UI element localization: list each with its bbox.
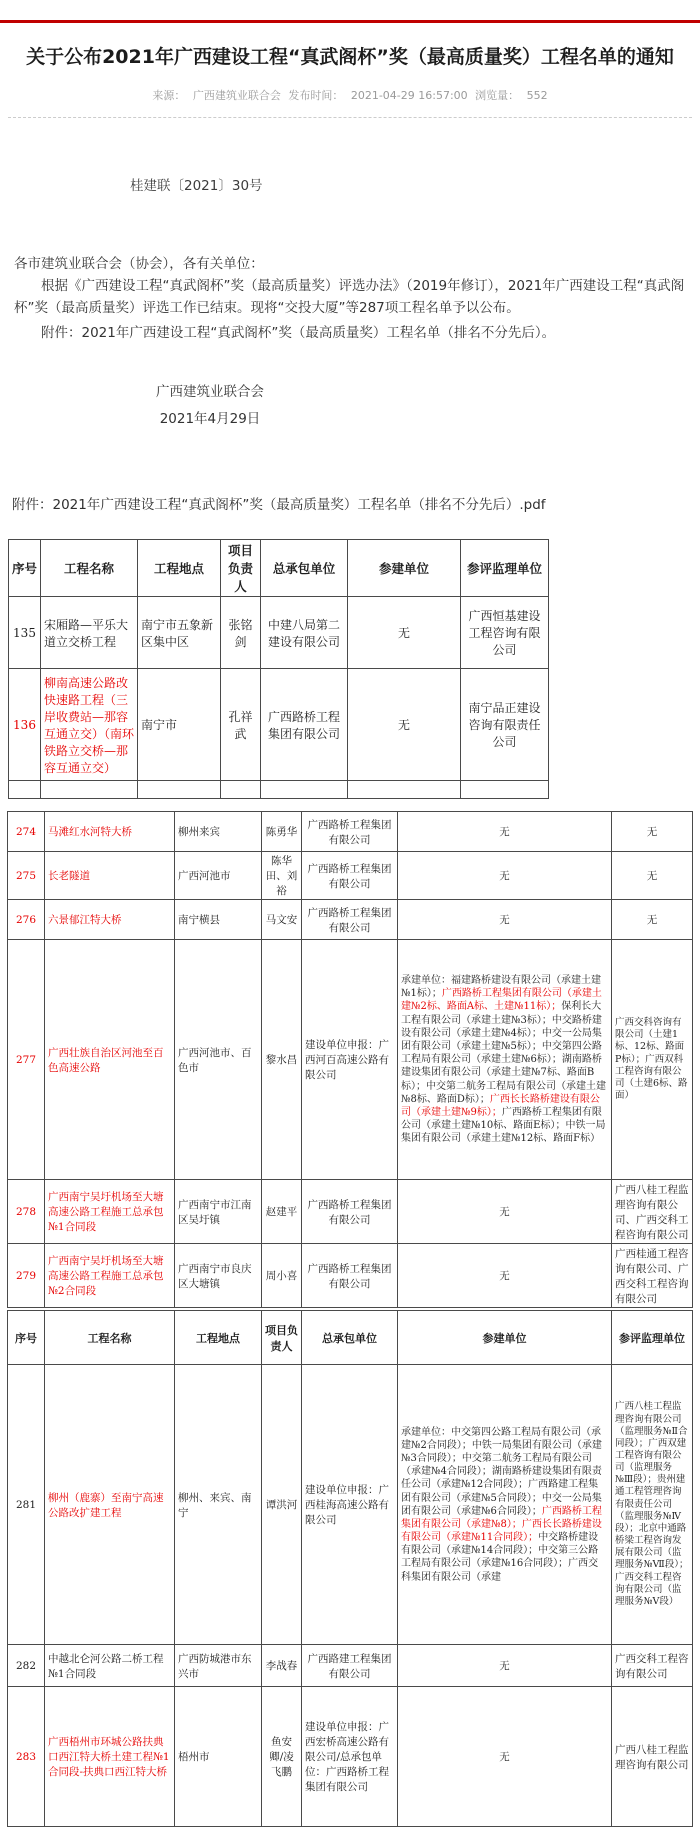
cell-leader: 赵建平 — [262, 1180, 302, 1244]
table-row — [9, 597, 549, 669]
cell-participants — [398, 1365, 612, 1645]
cell-leader: 孔祥武 — [221, 669, 261, 781]
cell-supervisor: 广西八桂工程监理咨询有限公司（监理服务№Ⅱ合同段）；广西双建工程咨询有限公司（监理服务№Ⅲ段）；贵州建通工程管理咨询有限责任公司（监理服务№Ⅳ段）；北京中通路桥梁工程咨询发展有限公司（监理服务№Ⅶ段）；广西交科工程咨询有限公司（监理服务№Ⅴ段） — [612, 1365, 693, 1645]
meta-divider — [8, 117, 692, 118]
cell-no: 278 — [8, 1180, 45, 1244]
col-name: 工程名称 — [41, 540, 138, 597]
col-leader: 项目负责人 — [262, 1311, 302, 1365]
views-label: 浏览量： — [475, 88, 520, 102]
cell-name: 长老隧道 — [45, 852, 175, 900]
award-table-1 — [8, 539, 549, 799]
cell-no: 281 — [8, 1365, 45, 1645]
signature-block — [156, 379, 264, 433]
cell-supervisor: 广西交科工程咨询有限公司 — [612, 1645, 693, 1687]
cell-participants: 无 — [398, 812, 612, 852]
cell-location: 广西南宁市良庆区大塘镇 — [175, 1244, 262, 1308]
table-row — [8, 812, 693, 852]
cell-location: 广西南宁市江南区吴圩镇 — [175, 1180, 262, 1244]
body-paragraph: 根据《广西建设工程“真武阁杯”奖（最高质量奖）评选办法》（2019年修订），2021年广西建设工程“真武阁杯”奖（最高质量奖）评选工作已结束。现将“交投大厦”等287项工程名单予以公布。 — [14, 277, 685, 316]
participants-segment: 广西路桥工程集团有限公司（承建土建№10标、路面E标）；中铁一局集团有限公司（承建土建№12标、路面F标） — [401, 1106, 606, 1145]
cell-name: 宋厢路—平乐大道立交桥工程 — [41, 597, 138, 669]
table-row — [8, 1244, 693, 1308]
table-row — [8, 1687, 693, 1827]
cell-contractor: 广西路建工程集团有限公司 — [302, 1645, 398, 1687]
cell-location: 广西防城港市东兴市 — [175, 1645, 262, 1687]
attachment-pdf-link[interactable]: 附件：2021年广西建设工程“真武阁杯”奖（最高质量奖）工程名单（排名不分先后）.pdf — [12, 497, 546, 514]
col-name: 工程名称 — [45, 1311, 175, 1365]
cell-supervisor: 广西八桂工程监理咨询有限公司、广西交科工程咨询有限公司 — [612, 1180, 693, 1244]
cell-supervisor: 无 — [612, 900, 693, 940]
cell-leader: 李战春 — [262, 1645, 302, 1687]
top-accent-line — [0, 20, 700, 23]
participants-segment: 广西长长路桥建设有限公司（承建土建№9标）； — [401, 1093, 600, 1118]
cell-contractor: 建设单位申报：广西河百高速公路有限公司 — [302, 940, 398, 1180]
source-value: 广西建筑业联合会 — [192, 88, 281, 102]
table-row — [8, 1180, 693, 1244]
cell-location: 梧州市 — [175, 1687, 262, 1827]
table-row — [8, 1365, 693, 1645]
col-participants: 参建单位 — [348, 540, 461, 597]
cell-participants: 无 — [398, 1687, 612, 1827]
col-supervisor: 参评监理单位 — [461, 540, 549, 597]
issuing-org: 广西建筑业联合会 — [156, 384, 264, 401]
cell-no: 282 — [8, 1645, 45, 1687]
table-row — [8, 900, 693, 940]
cell-participants: 无 — [398, 1180, 612, 1244]
cell-no: 277 — [8, 940, 45, 1180]
cell-contractor: 广西路桥工程集团有限公司 — [302, 812, 398, 852]
cell-no: 283 — [8, 1687, 45, 1827]
cell-participants: 无 — [398, 1645, 612, 1687]
col-location: 工程地点 — [175, 1311, 262, 1365]
cell-leader: 黎水昌 — [262, 940, 302, 1180]
cell-name: 柳南高速公路改快速路工程（三岸收费站—那容互通立交）（南环铁路立交桥—那容互通立交） — [41, 669, 138, 781]
cell-no: 135 — [9, 597, 41, 669]
cell-participants: 无 — [348, 597, 461, 669]
participants-segment: 广西路桥工程集团有限公司（承建№8）；广西长长路桥建设有限公司（承建№11合同段）； — [401, 1505, 602, 1544]
col-no: 序号 — [9, 540, 41, 597]
award-table-2 — [7, 811, 693, 1308]
cell-leader: 张铭剑 — [221, 597, 261, 669]
cell-contractor: 建设单位申报：广西宏桥高速公路有限公司/总承包单位：广西路桥工程集团有限公司 — [302, 1687, 398, 1827]
cell-leader: 陈华田、刘裕 — [262, 852, 302, 900]
views-value: 552 — [526, 88, 548, 102]
cell-leader: 鱼安卿/凌飞鹏 — [262, 1687, 302, 1827]
table-row — [9, 669, 549, 781]
publish-time-label: 发布时间： — [288, 88, 344, 102]
col-leader: 项目负责人 — [221, 540, 261, 597]
cell-location: 广西河池市 — [175, 852, 262, 900]
participants-segment: 承建单位：福建路桥建设有限公司（承建土建№1标）； — [401, 975, 601, 1000]
table-row — [8, 940, 693, 1180]
cell-supervisor: 广西交科咨询有限公司（土建1标、12标、路面P标）；广西双科工程咨询有限公司（土建6标、路面） — [612, 940, 693, 1180]
cell-no: 275 — [8, 852, 45, 900]
cell-contractor: 建设单位申报：广西桂海高速公路有限公司 — [302, 1365, 398, 1645]
cell-supervisor: 广西桂通工程咨询有限公司、广西交科工程咨询有限公司 — [612, 1244, 693, 1308]
cell-participants: 无 — [398, 1244, 612, 1308]
page-title: 关于公布2021年广西建设工程“真武阁杯”奖（最高质量奖）工程名单的通知 — [26, 46, 674, 68]
col-no: 序号 — [8, 1311, 45, 1365]
cell-participants: 无 — [398, 852, 612, 900]
col-contractor: 总承包单位 — [302, 1311, 398, 1365]
cell-name: 广西南宁吴圩机场至大塘高速公路工程施工总承包№2合同段 — [45, 1244, 175, 1308]
cell-leader: 谭洪河 — [262, 1365, 302, 1645]
cell-name: 广西南宁吴圩机场至大塘高速公路工程施工总承包№1合同段 — [45, 1180, 175, 1244]
cell-supervisor: 广西八桂工程监理咨询有限公司 — [612, 1687, 693, 1827]
table-row — [8, 852, 693, 900]
table-row-empty — [9, 781, 549, 799]
cell-location: 广西河池市、百色市 — [175, 940, 262, 1180]
cell-name: 柳州（鹿寨）至南宁高速公路改扩建工程 — [45, 1365, 175, 1645]
cell-location: 南宁市五象新区集中区 — [138, 597, 221, 669]
cell-no: 279 — [8, 1244, 45, 1308]
col-participants: 参建单位 — [398, 1311, 612, 1365]
cell-supervisor: 无 — [612, 812, 693, 852]
participants-segment: 广西路桥工程集团有限公司（承建土建№2标、路面A标、土建№11标）； — [401, 988, 602, 1013]
cell-no: 276 — [8, 900, 45, 940]
cell-leader: 陈勇华 — [262, 812, 302, 852]
table-header-row — [9, 540, 549, 597]
cell-participants — [398, 940, 612, 1180]
cell-no: 136 — [9, 669, 41, 781]
document-number: 桂建联〔2021〕30号 — [130, 177, 263, 194]
cell-location: 柳州来宾 — [175, 812, 262, 852]
col-contractor: 总承包单位 — [261, 540, 348, 597]
article-meta — [0, 87, 700, 103]
cell-supervisor: 广西恒基建设工程咨询有限公司 — [461, 597, 549, 669]
cell-contractor: 广西路桥工程集团有限公司 — [302, 852, 398, 900]
attachment-note: 附件：2021年广西建设工程“真武阁杯”奖（最高质量奖）工程名单（排名不分先后）。 — [41, 325, 556, 342]
cell-name: 广西梧州市环城公路扶典口西江特大桥土建工程№1合同段-扶典口西江特大桥 — [45, 1687, 175, 1827]
participants-segment: 承建单位：中交第四公路工程局有限公司（承建№2合同段）；中铁一局集团有限公司（承建№3合同段）；中交第二航务工程局有限公司（承建№4合同段）；湖南路桥建设集团有限责任公司（承建№12合同段）；广西路建工程集团有限公司（承建№5合同段）；中交一公局集团有限公司（承建№6合同段）； — [401, 1426, 602, 1517]
table-header-row — [8, 1311, 693, 1365]
cell-location: 南宁市 — [138, 669, 221, 781]
cell-contractor: 广西路桥工程集团有限公司 — [302, 900, 398, 940]
cell-leader: 周小喜 — [262, 1244, 302, 1308]
participants-segment: 保利长大工程有限公司（承建土建№3标）；中交路桥建设有限公司（承建土建№4标）；中交一公局集团有限公司（承建土建№5标）；中交第四公路工程局有限公司（承建土建№6标）；湖南路桥建设集团有限公司（承建土建№7标、路面B标）；中交第二航务工程局有限公司（承建土建№8标、路面D标）； — [401, 1001, 606, 1105]
col-supervisor: 参评监理单位 — [612, 1311, 693, 1365]
source-label: 来源： — [152, 88, 186, 102]
cell-contractor: 中建八局第二建设有限公司 — [261, 597, 348, 669]
cell-contractor: 广西路桥工程集团有限公司 — [302, 1180, 398, 1244]
table-row — [8, 1645, 693, 1687]
award-table-3 — [7, 1310, 693, 1827]
cell-name: 广西壮族自治区河池至百色高速公路 — [45, 940, 175, 1180]
cell-contractor: 广西路桥工程集团有限公司 — [261, 669, 348, 781]
cell-name: 马滩红水河特大桥 — [45, 812, 175, 852]
cell-participants: 无 — [348, 669, 461, 781]
cell-contractor: 广西路桥工程集团有限公司 — [302, 1244, 398, 1308]
cell-supervisor: 南宁品正建设咨询有限责任公司 — [461, 669, 549, 781]
cell-name: 六景郁江特大桥 — [45, 900, 175, 940]
publish-time-value: 2021-04-29 16:57:00 — [350, 88, 468, 102]
cell-name: 中越北仑河公路二桥工程№1合同段 — [45, 1645, 175, 1687]
cell-no: 274 — [8, 812, 45, 852]
salutation: 各市建筑业联合会（协会），各有关单位： — [14, 255, 264, 272]
cell-leader: 马文安 — [262, 900, 302, 940]
cell-participants: 无 — [398, 900, 612, 940]
col-location: 工程地点 — [138, 540, 221, 597]
participants-segment: 中交路桥建设有限公司（承建№14合同段）；中交第三公路工程局有限公司（承建№16合同段）；广西交科集团有限公司（承建 — [401, 1532, 599, 1583]
cell-location: 柳州、来宾、南宁 — [175, 1365, 262, 1645]
issue-date: 2021年4月29日 — [159, 411, 261, 428]
cell-supervisor: 无 — [612, 852, 693, 900]
cell-location: 南宁横县 — [175, 900, 262, 940]
